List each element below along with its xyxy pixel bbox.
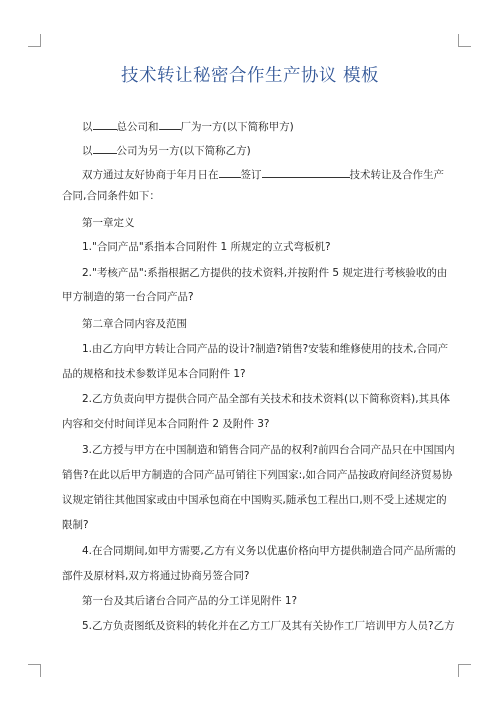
chapter-2-item-2-line-1: 2.乙方负责向甲方提供合同产品全部有关技术和技术资料(以下简称资料),其具体: [82, 393, 451, 405]
chapter-2-item-3-line-3: 议规定销往其他国家或由中国承包商在中国购买,随承包工程出口,则不受上述规定的: [62, 494, 447, 506]
blank-field: [219, 166, 241, 178]
chapter-2-item-3-line-4: 限制?: [62, 519, 89, 531]
chapter-2-heading: 第二章合同内容及范围: [82, 318, 187, 330]
chapter-2-item-1-line-1: 1.由乙方向甲方转让合同产品的设计?制造?销售?安装和维修使用的技术,合同产: [82, 343, 449, 355]
page-corner-mark-top-right: [458, 34, 471, 47]
party-b-prefix: 以: [82, 145, 93, 157]
chapter-2-item-4-line-3: 第一台及其后诸台合同产品的分工详见附件 1?: [82, 595, 298, 607]
party-a-suffix: 厂为一方(以下简称甲方): [180, 121, 294, 133]
chapter-1-item-2-line-2: 甲方制造的第一台合同产品?: [62, 291, 194, 303]
page-corner-mark-top-left: [28, 34, 41, 47]
blank-field: [262, 166, 350, 178]
page-corner-mark-bottom-right: [458, 664, 471, 677]
chapter-2-item-3-line-1: 3.乙方授与甲方在中国制造和销售合同产品的权利?前四台合同产品只在中国国内: [82, 444, 455, 456]
chapter-2-item-5-line-1: 5.乙方负责图纸及资料的转化并在乙方工厂及其有关协作工厂培训甲方人员?乙方: [82, 620, 455, 632]
blank-field: [159, 118, 181, 130]
party-a-line: [82, 118, 294, 134]
party-a-middle: 总公司和: [116, 121, 159, 133]
chapter-2-item-1-line-2: 品的规格和技术参数详见本合同附件 1?: [62, 368, 246, 380]
page-corner-mark-bottom-left: [28, 664, 41, 677]
intro-line-2: 合同,合同条件如下：: [62, 190, 160, 202]
blank-field: [93, 142, 117, 154]
chapter-2-item-4-line-1: 4.在合同期间,如甲方需要,乙方有义务以优惠价格向甲方提供制造合同产品所需的: [82, 545, 456, 557]
party-b-line: [82, 142, 251, 158]
blank-field: [93, 118, 117, 130]
chapter-2-item-4-line-2: 部件及原材料,双方将通过协商另签合同?: [62, 570, 250, 582]
chapter-2-item-3-line-2: 销售?在此以后甲方制造的合同产品可销往下列国家:,如合同产品按政府间经济贸易协: [62, 469, 453, 481]
intro-line-1: [82, 166, 444, 182]
chapter-2-item-2-line-2: 内容和交付时间详见本合同附件 2 及附件 3?: [62, 418, 270, 430]
intro-part-2: 签订: [240, 169, 262, 181]
document-title: 技术转让秘密合作生产协议 模板: [120, 66, 380, 86]
party-b-suffix: 公司为另一方(以下简称乙方): [116, 145, 251, 157]
chapter-1-item-1: 1."合同产品"系指本合同附件 1 所规定的立式弯板机?: [82, 241, 331, 253]
chapter-1-heading: 第一章定义: [82, 217, 135, 229]
intro-part-3: 技术转让及合作生产: [349, 169, 444, 181]
party-a-prefix: 以: [82, 121, 93, 133]
intro-part-1: 双方通过友好协商于年月日在: [82, 169, 219, 181]
chapter-1-item-2-line-1: 2."考核产品":系指根据乙方提供的技术资料,并按附件 5 规定进行考核验收的由: [82, 267, 448, 279]
